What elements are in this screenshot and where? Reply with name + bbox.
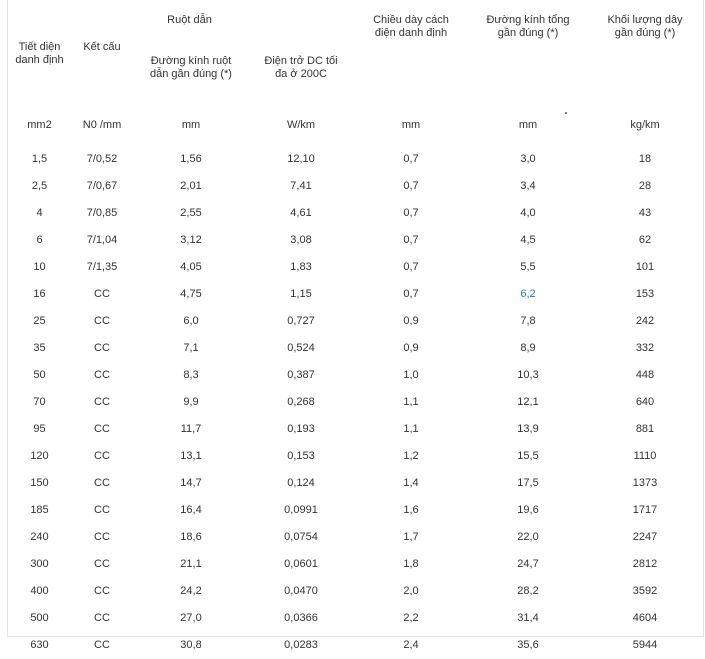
cell-dc-resistance: 0,0470 <box>284 585 318 597</box>
cell-cross-section: 6 <box>36 234 43 246</box>
cell-structure: 7/0,85 <box>86 207 118 219</box>
unit-insulation-thickness: mm <box>401 119 421 131</box>
cell-dc-resistance: 0,268 <box>287 396 315 408</box>
cell-insulation-thickness: 1,4 <box>403 477 419 489</box>
cell-weight: 153 <box>635 288 655 300</box>
cell-insulation-thickness: 0,7 <box>403 288 419 300</box>
cell-structure: CC <box>94 342 110 354</box>
cell-conductor-diameter: 30,8 <box>180 639 202 651</box>
cell-dc-resistance: 7,41 <box>290 180 312 192</box>
cell-conductor-diameter: 4,05 <box>180 261 202 273</box>
table-row <box>7 227 704 254</box>
cell-structure: CC <box>94 288 110 300</box>
cell-structure: CC <box>94 396 110 408</box>
unit-structure: N0 /mm <box>82 119 122 131</box>
cell-dc-resistance: 0,727 <box>287 315 315 327</box>
header-conductor-diameter: Đường kính ruột dẫn gần đúng (*) <box>150 55 232 80</box>
cell-cross-section: 500 <box>30 612 49 624</box>
cell-insulation-thickness: 0,7 <box>403 261 419 273</box>
cell-conductor-diameter: 2,55 <box>180 207 202 219</box>
cell-cross-section: 95 <box>33 423 46 435</box>
header-structure: Kết cấu <box>83 41 121 53</box>
cell-cross-section: 4 <box>36 207 43 219</box>
cell-insulation-thickness: 2,4 <box>403 639 419 651</box>
cell-conductor-diameter: 1,56 <box>180 153 202 165</box>
cell-conductor-diameter: 6,0 <box>183 315 199 327</box>
table-row <box>7 173 704 200</box>
cell-dc-resistance: 1,15 <box>290 288 312 300</box>
cell-weight: 18 <box>638 153 652 165</box>
table-row <box>7 524 704 551</box>
cell-insulation-thickness: 1,8 <box>403 558 419 570</box>
cell-insulation-thickness: 0,7 <box>403 180 419 192</box>
cell-conductor-diameter: 9,9 <box>183 396 199 408</box>
table-row <box>7 254 704 281</box>
cell-insulation-thickness: 1,1 <box>403 396 419 408</box>
header-conductor-group-label: Ruột dẫn <box>167 14 212 26</box>
cell-conductor-diameter: 8,3 <box>183 369 199 381</box>
cell-conductor-diameter: 27,0 <box>180 612 202 624</box>
cell-cross-section: 120 <box>30 450 49 462</box>
cell-dc-resistance: 0,0601 <box>284 558 318 570</box>
cell-cross-section: 50 <box>33 369 46 381</box>
cell-insulation-thickness: 1,1 <box>403 423 419 435</box>
cell-cross-section: 70 <box>33 396 46 408</box>
cell-structure: CC <box>94 612 110 624</box>
cell-structure: 7/0,52 <box>86 153 118 165</box>
cell-weight: 28 <box>638 180 652 192</box>
cell-dc-resistance: 12,10 <box>287 153 315 165</box>
cell-weight: 1373 <box>632 477 658 489</box>
cell-conductor-diameter: 11,7 <box>180 423 202 435</box>
cell-overall-diameter: 3,0 <box>520 153 536 165</box>
table-body <box>7 146 704 659</box>
cell-conductor-diameter: 7,1 <box>183 342 199 354</box>
cell-cross-section: 35 <box>33 342 46 354</box>
table-row <box>7 146 704 173</box>
cell-conductor-diameter: 14,7 <box>180 477 202 489</box>
cell-cross-section: 25 <box>33 315 46 327</box>
cell-structure: 7/0,67 <box>86 180 118 192</box>
table-row <box>7 578 704 605</box>
cell-weight: 2812 <box>632 558 658 570</box>
units-row <box>7 105 704 146</box>
table-row <box>7 200 704 227</box>
cell-insulation-thickness: 1,0 <box>403 369 419 381</box>
unit-overall-diameter: mm <box>518 119 538 131</box>
header-dc-resistance: Điện trở DC tối đa ở 200C <box>264 55 338 80</box>
cell-insulation-thickness: 2,2 <box>403 612 419 624</box>
cell-overall-diameter: 35,6 <box>517 639 539 651</box>
cell-conductor-diameter: 24,2 <box>180 585 202 597</box>
cell-overall-diameter: 6,2 <box>520 288 536 300</box>
cell-dc-resistance: 3,08 <box>290 234 312 246</box>
cell-weight: 1717 <box>632 504 658 516</box>
table-row <box>7 281 704 308</box>
cell-dc-resistance: 0,387 <box>287 369 315 381</box>
cell-conductor-diameter: 2,01 <box>180 180 202 192</box>
unit-cross-section: mm2 <box>27 119 52 131</box>
cell-structure: CC <box>94 504 110 516</box>
cable-spec-table <box>7 0 704 659</box>
cell-insulation-thickness: 0,9 <box>403 315 419 327</box>
cell-dc-resistance: 0,153 <box>287 450 315 462</box>
cell-cross-section: 400 <box>30 585 49 597</box>
header-conductor-group <box>132 0 352 41</box>
cell-weight: 3592 <box>632 585 658 597</box>
cell-weight: 101 <box>635 261 655 273</box>
cell-cross-section: 185 <box>30 504 49 516</box>
cell-overall-diameter: 10,3 <box>517 369 539 381</box>
table-row <box>7 416 704 443</box>
cell-dc-resistance: 1,83 <box>290 261 312 273</box>
cell-overall-diameter: 24,7 <box>517 558 539 570</box>
unit-conductor-diameter: mm <box>181 119 201 131</box>
cell-overall-diameter: 7,8 <box>520 315 536 327</box>
cell-structure: 7/1,04 <box>86 234 118 246</box>
cell-conductor-diameter: 4,75 <box>180 288 202 300</box>
cell-weight: 448 <box>635 369 655 381</box>
cell-weight: 1110 <box>633 450 657 462</box>
table-row <box>7 470 704 497</box>
cell-cross-section: 240 <box>30 531 49 543</box>
cell-dc-resistance: 0,0754 <box>284 531 318 543</box>
cell-structure: CC <box>94 531 110 543</box>
cell-overall-diameter: 28,2 <box>517 585 539 597</box>
cell-insulation-thickness: 0,7 <box>403 153 419 165</box>
cell-weight: 43 <box>638 207 652 219</box>
cell-structure: CC <box>94 450 110 462</box>
cell-overall-diameter: 19,6 <box>517 504 539 516</box>
cell-cross-section: 300 <box>30 558 49 570</box>
cell-cross-section: 2,5 <box>31 180 48 192</box>
table-row <box>7 443 704 470</box>
cell-cross-section: 1,5 <box>31 153 48 165</box>
header-cross-section: Tiết diện danh định <box>15 41 64 66</box>
cell-insulation-thickness: 1,6 <box>403 504 419 516</box>
cell-insulation-thickness: 1,2 <box>403 450 419 462</box>
cell-insulation-thickness: 0,7 <box>403 234 419 246</box>
cell-overall-diameter: 4,5 <box>520 234 536 246</box>
cell-insulation-thickness: 1,7 <box>403 531 419 543</box>
cell-conductor-diameter: 21,1 <box>180 558 202 570</box>
cell-dc-resistance: 0,0991 <box>284 504 318 516</box>
cell-cross-section: 16 <box>33 288 46 300</box>
cell-cross-section: 150 <box>30 477 49 489</box>
cell-overall-diameter: 31,4 <box>517 612 539 624</box>
cell-overall-diameter: 8,9 <box>520 342 536 354</box>
cell-structure: CC <box>94 423 110 435</box>
cell-dc-resistance: 0,124 <box>287 477 315 489</box>
cell-weight: 881 <box>635 423 655 435</box>
cell-structure: CC <box>94 585 110 597</box>
cell-insulation-thickness: 2,0 <box>403 585 419 597</box>
cell-overall-diameter: 13,9 <box>517 423 539 435</box>
stray-dot <box>565 112 567 114</box>
table-row <box>7 551 704 578</box>
cell-weight: 332 <box>635 342 655 354</box>
cell-dc-resistance: 0,0283 <box>284 639 318 651</box>
cell-insulation-thickness: 0,7 <box>403 207 419 219</box>
cell-weight: 62 <box>638 234 652 246</box>
cell-weight: 2247 <box>632 531 658 543</box>
table-row <box>7 308 704 335</box>
cell-structure: 7/1,35 <box>86 261 118 273</box>
header-insulation-thickness: Chiều dày cách điện danh định <box>373 14 449 39</box>
table-row <box>7 389 704 416</box>
cell-dc-resistance: 4,61 <box>290 207 312 219</box>
cell-dc-resistance: 0,524 <box>287 342 315 354</box>
cell-overall-diameter: 4,0 <box>520 207 536 219</box>
table-row <box>7 605 704 632</box>
cell-cross-section: 630 <box>30 639 49 651</box>
cell-conductor-diameter: 18,6 <box>180 531 202 543</box>
table-row <box>7 497 704 524</box>
cell-weight: 242 <box>635 315 655 327</box>
cell-conductor-diameter: 16,4 <box>180 504 202 516</box>
cell-dc-resistance: 0,0366 <box>284 612 318 624</box>
cell-overall-diameter: 22,0 <box>517 531 539 543</box>
table-row <box>7 632 704 659</box>
table-row <box>7 335 704 362</box>
table-row <box>7 362 704 389</box>
cell-structure: CC <box>94 639 110 651</box>
cell-weight: 4604 <box>632 612 658 624</box>
cell-structure: CC <box>94 315 110 327</box>
cell-overall-diameter: 15,5 <box>517 450 539 462</box>
cell-conductor-diameter: 3,12 <box>180 234 202 246</box>
cell-weight: 5944 <box>632 639 658 651</box>
cell-conductor-diameter: 13,1 <box>180 450 202 462</box>
cell-structure: CC <box>94 477 110 489</box>
unit-dc-resistance: W/km <box>286 119 316 131</box>
cell-weight: 640 <box>635 396 655 408</box>
cell-structure: CC <box>94 369 110 381</box>
unit-weight: kg/km <box>630 119 660 131</box>
cell-cross-section: 10 <box>33 261 46 273</box>
cell-insulation-thickness: 0,9 <box>403 342 419 354</box>
cell-dc-resistance: 0,193 <box>287 423 315 435</box>
header-overall-diameter: Đường kính tổng gần đúng (*) <box>486 14 570 39</box>
cell-overall-diameter: 12,1 <box>517 396 539 408</box>
header-weight: Khối lượng dây gần đúng (*) <box>607 14 683 39</box>
cell-structure: CC <box>94 558 110 570</box>
cell-overall-diameter: 5,5 <box>520 261 536 273</box>
cell-overall-diameter: 3,4 <box>520 180 536 192</box>
cell-overall-diameter: 17,5 <box>517 477 539 489</box>
